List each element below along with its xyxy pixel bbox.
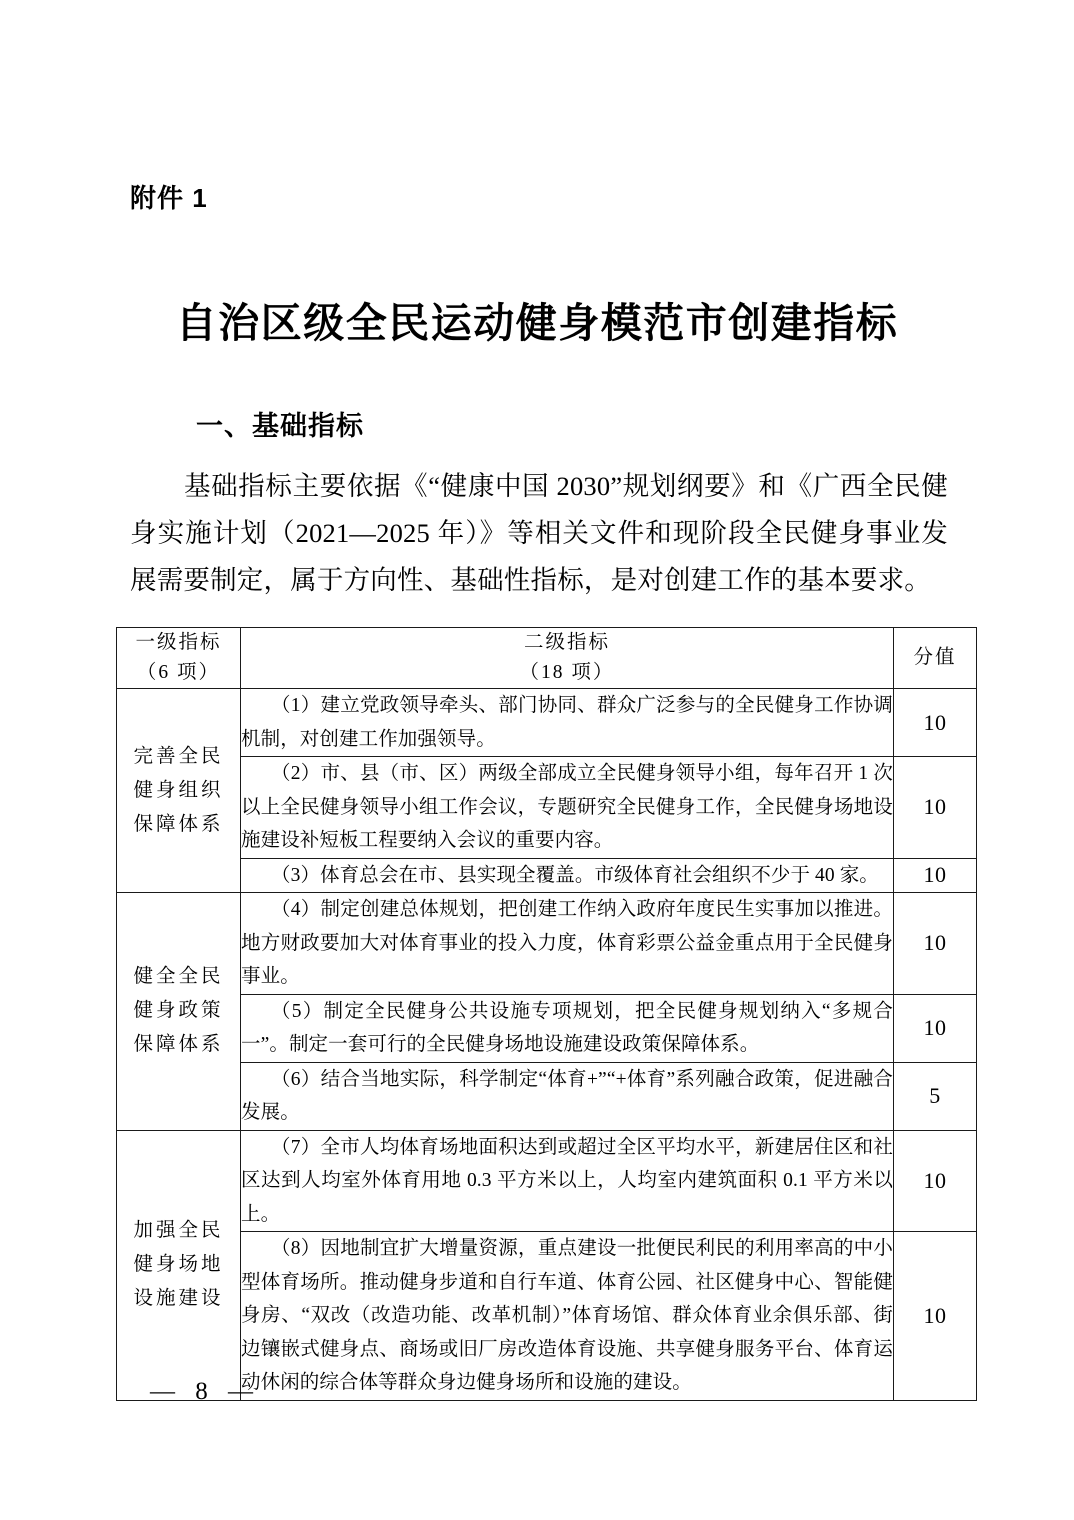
section-heading: 一、基础指标: [196, 411, 364, 442]
group-label-line: 保障体系: [133, 813, 224, 835]
header-score: 分值: [894, 628, 977, 689]
group-label-line: 保障体系: [133, 1034, 224, 1056]
group-label-line: 健身组织: [133, 779, 224, 801]
attachment-label: 附件 1: [130, 183, 208, 213]
table-row: [117, 757, 977, 859]
indicator-text: （2）市、县（市、区）两级全部成立全民健身领导小组，每年召开 1 次以上全民健身领导小组工作会议，专题研究全民健身工作，全民健身场地设施建设补短板工程要纳入会议的重要内容。: [241, 757, 894, 859]
page-title: 自治区级全民运动健身模范市创建指标: [175, 300, 899, 347]
indicator-score: 10: [894, 1130, 977, 1232]
indicator-score: 10: [894, 757, 977, 859]
header-level1-indicator: [117, 628, 241, 689]
group-label-cell: [117, 893, 241, 1131]
table-header-row: [117, 628, 977, 689]
header-level2-indicator: [241, 628, 894, 689]
group-label-line: 健身政策: [133, 1000, 224, 1022]
header-level2-line1: 二级指标: [523, 632, 610, 653]
table-row: [117, 893, 977, 995]
indicator-text: （7）全市人均体育场地面积达到或超过全区平均水平，新建居住区和社区达到人均室外体育用地 0.3 平方米以上，人均室内建筑面积 0.1 平方米以上。: [241, 1130, 894, 1232]
page-number-footer: — 8 —: [150, 1378, 260, 1405]
indicator-text: （6）结合当地实际，科学制定“体育+”“+体育”系列融合政策，促进融合发展。: [241, 1062, 894, 1130]
indicator-text: （4）制定创建总体规划，把创建工作纳入政府年度民生实事加以推进。地方财政要加大对体育事业的投入力度，体育彩票公益金重点用于全民健身事业。: [241, 893, 894, 995]
indicator-text: （5）制定全民健身公共设施专项规划，把全民健身规划纳入“多规合一”。制定一套可行的全民健身场地设施建设政策保障体系。: [241, 994, 894, 1062]
group-label-cell: [117, 689, 241, 893]
indicator-score: 10: [894, 994, 977, 1062]
indicator-score: 10: [894, 893, 977, 995]
table-row: [117, 1232, 977, 1401]
group-label-line: 健身场地: [133, 1254, 224, 1275]
indicator-text: （8）因地制宜扩大增量资源，重点建设一批便民利民的利用率高的中小型体育场所。推动健身步道和自行车道、体育公园、社区健身中心、智能健身房、“双改（改造功能、改革机制）”体育场馆、群众体育业余俱乐部、街边镶嵌式健身点、商场或旧厂房改造体育设施、共享健身服务平台、体育运动休闲的综合体等群众身边健身场所和设施的建设。: [241, 1232, 894, 1401]
table-row: [117, 994, 977, 1062]
indicator-table: [116, 627, 977, 1401]
table-row: [117, 1130, 977, 1232]
table-row: [117, 858, 977, 893]
table-row: [117, 1062, 977, 1130]
group-label-line: 加强全民: [133, 1220, 224, 1241]
header-level2-line2: （18 项）: [519, 662, 615, 683]
indicator-text: （1）建立党政领导牵头、部门协同、群众广泛参与的全民健身工作协调机制，对创建工作加强领导。: [241, 689, 894, 757]
table-row: [117, 689, 977, 757]
header-level1-line1: 一级指标: [135, 632, 222, 653]
indicator-text: （3）体育总会在市、县实现全覆盖。市级体育社会组织不少于 40 家。: [241, 858, 894, 893]
group-label-line: 健全全民: [133, 966, 224, 988]
group-label-cell: [117, 1130, 241, 1400]
header-level1-line2: （6 项）: [136, 662, 221, 683]
indicator-score: 5: [894, 1062, 977, 1130]
group-label-line: 设施建设: [133, 1288, 224, 1309]
indicator-score: 10: [894, 689, 977, 757]
group-label-line: 完善全民: [133, 745, 224, 767]
indicator-score: 10: [894, 858, 977, 893]
indicator-score: 10: [894, 1232, 977, 1401]
intro-paragraph: 基础指标主要依据《“健康中国 2030”规划纲要》和《广西全民健身实施计划（2021—2025 年）》等相关文件和现阶段全民健身事业发展需要制定，属于方向性、基础性指标，是对创建工作的基本要求。: [130, 470, 948, 595]
